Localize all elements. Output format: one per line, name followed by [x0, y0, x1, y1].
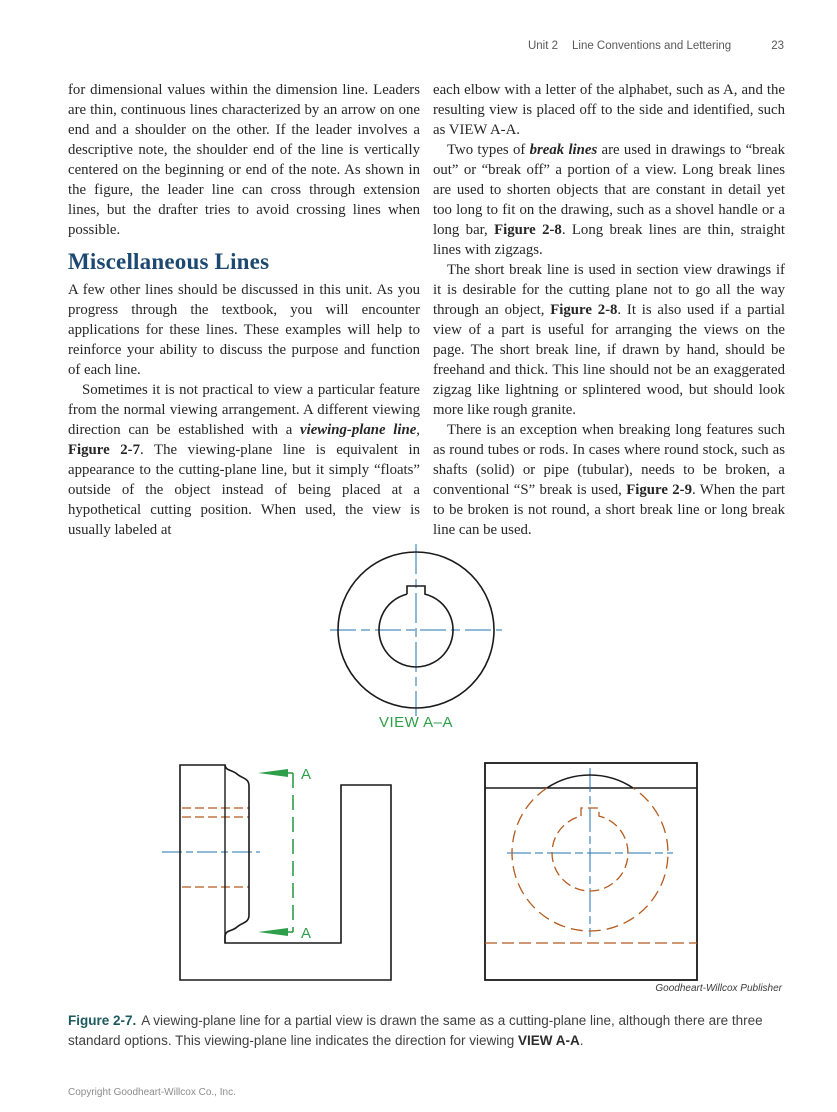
publisher-credit: Goodheart-Willcox Publisher — [655, 983, 782, 994]
body-paragraph — [68, 280, 420, 380]
figure-reference: Figure 2-8 — [494, 222, 562, 238]
figure-reference: Figure 2-7 — [68, 442, 140, 458]
body-columns — [68, 80, 785, 540]
text-run: each elbow with a letter of the alphabet, such as A, and the resulting view is placed off to the side and identified, such as VIEW A-A. — [433, 82, 785, 138]
right-column — [433, 80, 785, 540]
caption-view-reference: VIEW A-A — [518, 1032, 580, 1048]
viewing-direction-arrow-bottom — [258, 928, 288, 936]
text-run: A viewing-plane line for a partial view is drawn the same as a cutting-plane line, although there are three standard options. This viewing-plane line indicates the direction for viewing — [68, 1012, 763, 1048]
text-run: . — [579, 1032, 584, 1048]
text-run: There is an exception when breaking long features such as round tubes or rods. In cases where round stock, such as shafts (solid) or pipe (tubular), needs to be broken, a conventional “S” break is used, — [433, 422, 785, 498]
text-run: . Long break lines are thin, straight lines with zigzags. — [433, 222, 785, 258]
text-run: , — [416, 422, 420, 438]
figure-reference: Figure 2-9 — [626, 482, 692, 498]
key-term: viewing-plane line — [300, 422, 417, 438]
text-run: are used in drawings to “break out” or “break off” a portion of a view. Long break lines are used to shorten objects that are constant in detail yet too long to fit on the drawing, such as a shovel handle or a long bar, — [433, 142, 786, 238]
figure-caption — [68, 1011, 785, 1051]
arrow-label-a-bottom: A — [301, 925, 312, 942]
page-number: 23 — [771, 40, 784, 52]
body-paragraph — [433, 420, 785, 540]
figure-reference: Figure 2-8 — [550, 302, 618, 318]
section-heading: Miscellaneous Lines — [68, 249, 270, 274]
copyright-notice: Copyright Goodheart-Willcox Co., Inc. — [68, 1087, 236, 1098]
text-run: The short break line is used in section view drawings if it is desirable for the cutting plane not to go all the way through an object, — [433, 262, 785, 318]
arrow-label-a-top: A — [301, 766, 312, 783]
text-run: . It is also used if a partial view of a part is useful for arranging the views on the page. The short break line, if drawn by hand, should be freehand and thick. This line should not be an exaggerated zigzag like lightning or splintered wood, but should look more like rough granite. — [433, 302, 785, 418]
side-view-drawing — [155, 758, 395, 984]
text-run: A few other lines should be discussed in this unit. As you progress through the textbook, you will encounter applications for these lines. These examples will help to reinforce your ability to discuss the purpose and function of each line. — [68, 282, 420, 378]
key-term: break lines — [529, 142, 598, 158]
object-outline — [485, 763, 697, 980]
view-a-a-drawing — [290, 540, 542, 740]
view-a-a-label: VIEW A–A — [378, 714, 454, 731]
body-paragraph — [433, 260, 785, 420]
body-paragraph — [68, 380, 420, 540]
figure-caption-label: Figure 2-7. — [68, 1012, 137, 1028]
body-paragraph — [433, 80, 785, 140]
body-paragraph — [68, 80, 420, 240]
running-head — [528, 40, 784, 52]
text-run: Sometimes it is not practical to view a particular feature from the normal viewing arrangement. A different viewing direction can be established with a — [68, 382, 420, 438]
object-outline — [180, 765, 391, 980]
front-view-drawing — [483, 761, 699, 982]
text-run: . When the part to be broken is not round, a short break line or long break line can be used. — [433, 482, 785, 538]
text-run: for dimensional values within the dimension line. Leaders are thin, continuous lines characterized by an arrow on one end and a shoulder on the other. If the leader involves a descriptive note, the shoulder end of the line is vertically centered on the beginning or end of the note. As shown in the figure, the leader line can cross through extension lines, but the drafter tries to avoid crossing lines when possible. — [68, 82, 420, 238]
left-column — [68, 80, 420, 540]
text-run: . The viewing-plane line is equivalent in appearance to the cutting-plane line, but it simply “floats” outside of the object instead of being placed at a hypothetical cutting position. When used, the view is usually labeled at — [68, 442, 420, 538]
unit-label: Unit 2 — [527, 40, 558, 52]
chapter-title: Line Conventions and Lettering — [572, 40, 732, 52]
body-paragraph — [433, 140, 785, 260]
text-run: Two types of — [447, 142, 530, 158]
viewing-direction-arrow-top — [258, 769, 288, 777]
